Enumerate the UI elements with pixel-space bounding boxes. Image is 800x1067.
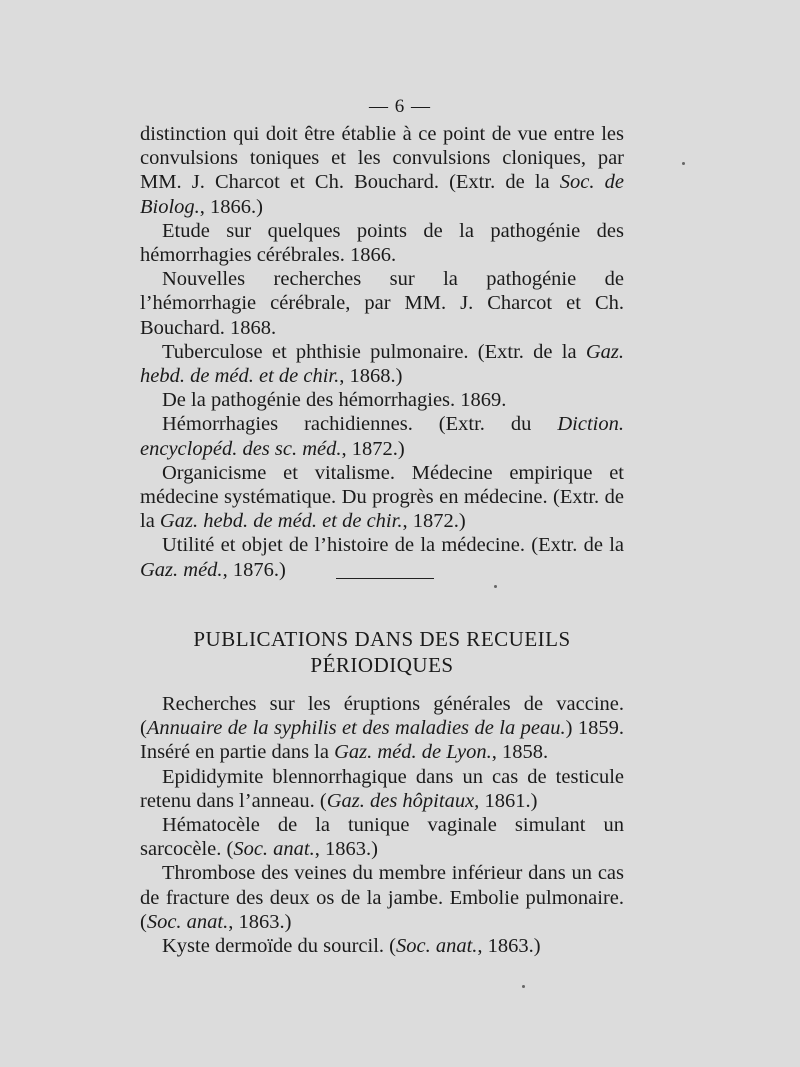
entry-date: , 1872.) xyxy=(402,510,466,533)
list-item xyxy=(140,340,624,388)
entry-text: Epididymite blennorrhagique dans un cas de testicule retenu dans l’anneau. ( xyxy=(140,765,624,812)
entry-source: Annuaire de la syphilis et des maladies de la peau. xyxy=(146,717,566,740)
list-item xyxy=(140,412,624,460)
list-item xyxy=(140,765,624,813)
entry-text: Tuberculose et phthisie pulmonaire. (Extr. de la xyxy=(162,340,586,363)
list-item xyxy=(140,692,624,765)
section-heading-line-2: PÉRIODIQUES xyxy=(310,653,454,677)
section-heading xyxy=(140,626,624,678)
entry-text: Thrombose des veines du membre inférieur dans un cas de fracture des deux os de la jambe. Embolie pulmonaire. ( xyxy=(140,862,624,933)
entry-source: Soc. anat. xyxy=(233,838,315,861)
entry-source: Soc. anat. xyxy=(146,910,229,933)
entry-date: , 1863.) xyxy=(314,838,378,861)
entry-date: , 1868.) xyxy=(339,365,403,388)
section-divider xyxy=(336,578,434,579)
list-item xyxy=(140,861,624,934)
list-item xyxy=(140,388,624,412)
publication-list-2 xyxy=(140,692,624,958)
entry-text: Etude sur quelques points de la pathogénie des hémorrhagies cérébrales. 1866. xyxy=(140,219,624,267)
entry-date: 1861.) xyxy=(479,789,538,812)
list-item xyxy=(140,813,624,861)
section-heading-line-1: PUBLICATIONS DANS DES RECUEILS xyxy=(193,627,571,651)
entry-text: Utilité et objet de l’histoire de la médecine. (Extr. de la xyxy=(162,534,624,557)
entry-source: Gaz. méd. xyxy=(140,558,223,581)
paper-speck xyxy=(494,585,497,588)
entry-date: , 1872.) xyxy=(341,437,405,460)
entry-text: Kyste dermoïde du sourcil. ( xyxy=(162,935,396,958)
entry-date: ) 1859. Inséré en partie dans la xyxy=(140,717,624,764)
list-item xyxy=(140,461,624,534)
entry-text: Nouvelles recherches sur la pathogénie de l’hémorrhagie cérébrale, par MM. J. Charcot et Ch. Bouchard. 1868. xyxy=(140,268,624,339)
entry-text: Hématocèle de la tunique vaginale simulant un sarcocèle. ( xyxy=(140,814,624,861)
entry-source: Gaz. hebd. de méd. et de chir. xyxy=(159,510,403,533)
list-item xyxy=(140,533,624,581)
publication-list-1 xyxy=(140,122,624,582)
entry-source: Diction. encyclopéd. des sc. méd. xyxy=(140,413,624,460)
entry-source-2: Gaz. méd. de Lyon. xyxy=(334,741,492,764)
entry-text: distinction qui doit être établie à ce point de vue entre les convulsions toniques et les convulsions cloniques, par MM. J. Charcot et Ch. Bouchard. (Extr. de la xyxy=(140,123,624,194)
list-item xyxy=(140,267,624,340)
entry-source: Gaz. des hôpitaux, xyxy=(326,789,480,812)
entry-date: , 1863.) xyxy=(477,935,541,958)
entry-date: , 1863.) xyxy=(228,910,292,933)
page-number: — 6 — xyxy=(369,96,431,117)
entry-date-2: , 1858. xyxy=(491,741,549,764)
entry-source: Gaz. hebd. de méd. et de chir. xyxy=(140,340,624,388)
entry-date: , 1876.) xyxy=(222,558,286,581)
entry-text: Recherches sur les éruptions générales de vaccine. ( xyxy=(140,693,624,740)
entry-date: , 1866.) xyxy=(199,195,263,218)
entry-text: De la pathogénie des hémorrhagies. 1869. xyxy=(162,389,507,412)
paper-speck xyxy=(522,985,525,988)
entry-text: Hémorrhagies rachidiennes. (Extr. du xyxy=(162,413,558,436)
entry-source: Soc. de Biolog. xyxy=(140,171,624,218)
list-item xyxy=(140,219,624,267)
entry-text: Organicisme et vitalisme. Médecine empirique et médecine systématique. Du progrès en médecine. (Extr. de la xyxy=(140,461,624,533)
list-item xyxy=(140,122,624,219)
list-item xyxy=(140,934,624,958)
entry-source: Soc. anat. xyxy=(396,935,478,958)
paper-speck xyxy=(682,162,685,165)
